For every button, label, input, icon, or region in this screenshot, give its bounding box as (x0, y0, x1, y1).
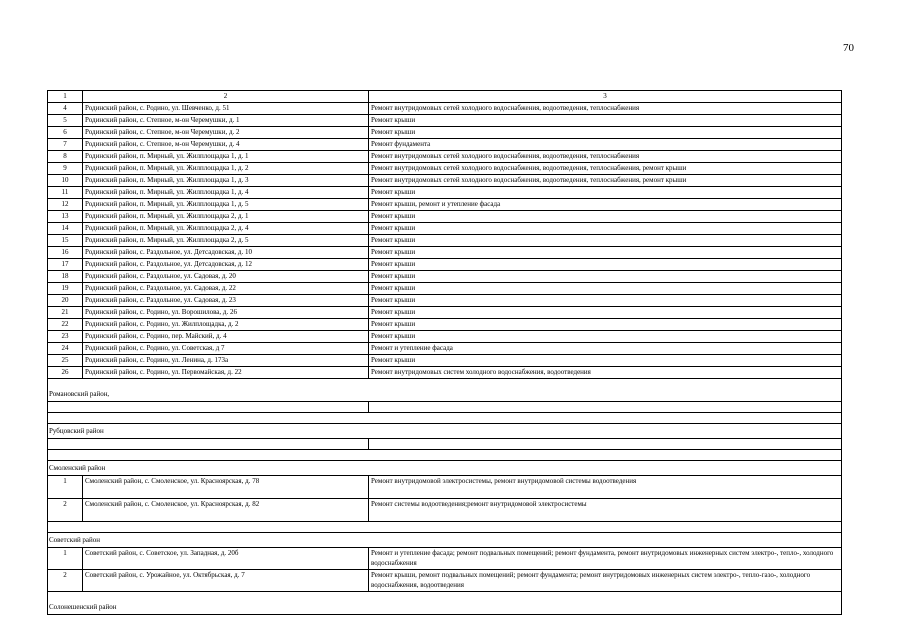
row-address: Родинский район, с. Родино, ул. Шевченко, д. 51 (83, 103, 369, 115)
section-heading: Смоленский район (48, 461, 842, 476)
table-row (48, 127, 842, 139)
table-row (48, 476, 842, 499)
row-address: Смоленский район, с. Смоленское, ул. Красноярская, д. 78 (83, 476, 369, 499)
table-row (48, 115, 842, 127)
row-address: Родинский район, п. Мирный, ул. Жилплощадка 1, д. 3 (83, 175, 369, 187)
row-address: Родинский район, с. Степное, м-он Черемушки, д. 1 (83, 115, 369, 127)
row-number: 12 (48, 199, 83, 211)
row-address: Родинский район, с. Родино, ул. Жилплощадка, д. 2 (83, 319, 369, 331)
row-number: 2 (48, 570, 83, 592)
row-work: Ремонт внутридомовых систем холодного водоснабжения, водоотведения (369, 367, 842, 379)
table-row (48, 151, 842, 163)
table-row (48, 570, 842, 592)
row-number: 21 (48, 307, 83, 319)
section-heading-row (48, 592, 842, 615)
row-address: Родинский район, с. Раздольное, ул. Садовая, д. 22 (83, 283, 369, 295)
row-number: 10 (48, 175, 83, 187)
row-number: 17 (48, 259, 83, 271)
row-number: 2 (48, 499, 83, 522)
row-number: 7 (48, 139, 83, 151)
row-number: 6 (48, 127, 83, 139)
row-number: 1 (48, 476, 83, 499)
row-number: 23 (48, 331, 83, 343)
row-work: Ремонт крыши (369, 307, 842, 319)
row-address: Родинский район, п. Мирный, ул. Жилплощадка 2, д. 5 (83, 235, 369, 247)
row-address: Родинский район, с. Родино, ул. Советская, д 7 (83, 343, 369, 355)
row-number: 13 (48, 211, 83, 223)
table-row (48, 367, 842, 379)
row-address: Родинский район, п. Мирный, ул. Жилплощадка 1, д. 5 (83, 199, 369, 211)
section-heading: Солонешенский район (48, 592, 842, 615)
row-address: Родинский район, с. Степное, м-он Черемушки, д. 2 (83, 127, 369, 139)
row-number: 11 (48, 187, 83, 199)
row-work: Ремонт внутридомовой электросистемы, ремонт внутридомовой системы водоотведения (369, 476, 842, 499)
row-address: Родинский район, п. Мирный, ул. Жилплощадка 1, д. 1 (83, 151, 369, 163)
section-heading-row (48, 533, 842, 548)
row-address: Смоленский район, с. Смоленское, ул. Красноярская, д. 82 (83, 499, 369, 522)
row-work: Ремонт фундамента (369, 139, 842, 151)
empty-cell (369, 402, 842, 413)
row-work: Ремонт крыши, ремонт и утепление фасада (369, 199, 842, 211)
section-heading: Советский район (48, 533, 842, 548)
row-number: 9 (48, 163, 83, 175)
row-number: 22 (48, 319, 83, 331)
page-number: 70 (843, 42, 854, 54)
table-row (48, 103, 842, 115)
row-work: Ремонт крыши (369, 127, 842, 139)
table-row (48, 319, 842, 331)
row-work: Ремонт крыши (369, 187, 842, 199)
table-row (48, 295, 842, 307)
row-work: Ремонт и утепление фасада (369, 343, 842, 355)
row-work: Ремонт крыши (369, 259, 842, 271)
empty-row (48, 402, 842, 413)
spacer-row (48, 413, 842, 424)
row-address: Родинский район, п. Мирный, ул. Жилплощадка 2, д. 4 (83, 223, 369, 235)
table-row (48, 199, 842, 211)
row-address: Родинский район, п. Мирный, ул. Жилплощадка 1, д. 2 (83, 163, 369, 175)
table-row (48, 355, 842, 367)
row-number: 26 (48, 367, 83, 379)
row-work: Ремонт системы водоотведения;ремонт внутридомовой электросистемы (369, 499, 842, 522)
table-row (48, 283, 842, 295)
empty-cell (48, 402, 369, 413)
spacer-cell (48, 450, 842, 461)
row-number: 16 (48, 247, 83, 259)
row-work: Ремонт крыши (369, 283, 842, 295)
row-work: Ремонт крыши (369, 247, 842, 259)
row-number: 19 (48, 283, 83, 295)
row-address: Родинский район, с. Раздольное, ул. Садовая, д. 20 (83, 271, 369, 283)
row-work: Ремонт крыши (369, 319, 842, 331)
row-address: Родинский район, с. Раздольное, ул. Детсадовская, д. 12 (83, 259, 369, 271)
row-work: Ремонт и утепление фасада; ремонт подвальных помещений; ремонт фундамента, ремонт внутридомовых инженерных систем электро-, тепло-, холодного водоснабжения (369, 548, 842, 570)
row-work: Ремонт крыши (369, 223, 842, 235)
empty-cell (369, 439, 842, 450)
repair-table (47, 90, 842, 615)
table-row (48, 163, 842, 175)
row-work: Ремонт крыши (369, 355, 842, 367)
table-row (48, 343, 842, 355)
row-work: Ремонт крыши (369, 271, 842, 283)
row-address: Родинский район, с. Раздольное, ул. Детсадовская, д. 10 (83, 247, 369, 259)
row-number: 1 (48, 548, 83, 570)
section-heading-row (48, 461, 842, 476)
row-number: 24 (48, 343, 83, 355)
table-row (48, 259, 842, 271)
table-row (48, 271, 842, 283)
row-number: 20 (48, 295, 83, 307)
row-address: Родинский район, п. Мирный, ул. Жилплощадка 2, д. 1 (83, 211, 369, 223)
row-work: Ремонт крыши (369, 331, 842, 343)
row-work: Ремонт внутридомовых сетей холодного водоснабжения, водоотведения, теплоснабжения, ремонт крыши (369, 175, 842, 187)
row-address: Родинский район, с. Родино, ул. Ленина, д. 173а (83, 355, 369, 367)
table-row (48, 499, 842, 522)
section-heading: Романовский район, (48, 379, 842, 402)
table-row (48, 211, 842, 223)
spacer-row (48, 522, 842, 533)
section-heading-row (48, 379, 842, 402)
table-header-row (48, 91, 842, 103)
spacer-cell (48, 413, 842, 424)
empty-row (48, 439, 842, 450)
row-work: Ремонт внутридомовых сетей холодного водоснабжения, водоотведения, теплоснабжения, ремонт крыши (369, 163, 842, 175)
spacer-row (48, 450, 842, 461)
row-number: 4 (48, 103, 83, 115)
table-row (48, 235, 842, 247)
row-number: 14 (48, 223, 83, 235)
row-address: Родинский район, с. Родино, ул. Первомайская, д. 22 (83, 367, 369, 379)
table-row (48, 223, 842, 235)
header-col-3: 3 (369, 91, 842, 103)
spacer-cell (48, 522, 842, 533)
header-col-2: 2 (83, 91, 369, 103)
table-row (48, 331, 842, 343)
row-number: 8 (48, 151, 83, 163)
table-row (48, 548, 842, 570)
row-number: 15 (48, 235, 83, 247)
row-address: Родинский район, п. Мирный, ул. Жилплощадка 1, д. 4 (83, 187, 369, 199)
row-address: Родинский район, с. Родино, пер. Майский, д. 4 (83, 331, 369, 343)
row-work: Ремонт крыши (369, 235, 842, 247)
row-work: Ремонт внутридомовых сетей холодного водоснабжения, водоотведения, теплоснабжения (369, 151, 842, 163)
row-address: Советский район, с. Советское, ул. Западная, д. 20б (83, 548, 369, 570)
section-heading: Рубцовский район (48, 424, 842, 439)
row-work: Ремонт внутридомовых сетей холодного водоснабжения, водоотведения, теплоснабжения (369, 103, 842, 115)
empty-cell (48, 439, 369, 450)
row-number: 25 (48, 355, 83, 367)
row-address: Советский район, с. Урожайное, ул. Октябрьская, д. 7 (83, 570, 369, 592)
row-number: 5 (48, 115, 83, 127)
table-row (48, 139, 842, 151)
table-row (48, 247, 842, 259)
row-address: Родинский район, с. Родино, ул. Ворошилова, д. 26 (83, 307, 369, 319)
row-work: Ремонт крыши, ремонт подвальных помещений; ремонт фундамента; ремонт внутридомовых инженерных систем электро-, тепло-газо-, холодного водоснабжения, водоотведения (369, 570, 842, 592)
row-address: Родинский район, с. Раздольное, ул. Садовая, д. 23 (83, 295, 369, 307)
row-number: 18 (48, 271, 83, 283)
row-work: Ремонт крыши (369, 211, 842, 223)
table-row (48, 187, 842, 199)
section-heading-row (48, 424, 842, 439)
row-work: Ремонт крыши (369, 295, 842, 307)
table-row (48, 307, 842, 319)
row-work: Ремонт крыши (369, 115, 842, 127)
row-address: Родинский район, с. Степное, м-он Черемушки, д. 4 (83, 139, 369, 151)
table-row (48, 175, 842, 187)
header-col-1: 1 (48, 91, 83, 103)
